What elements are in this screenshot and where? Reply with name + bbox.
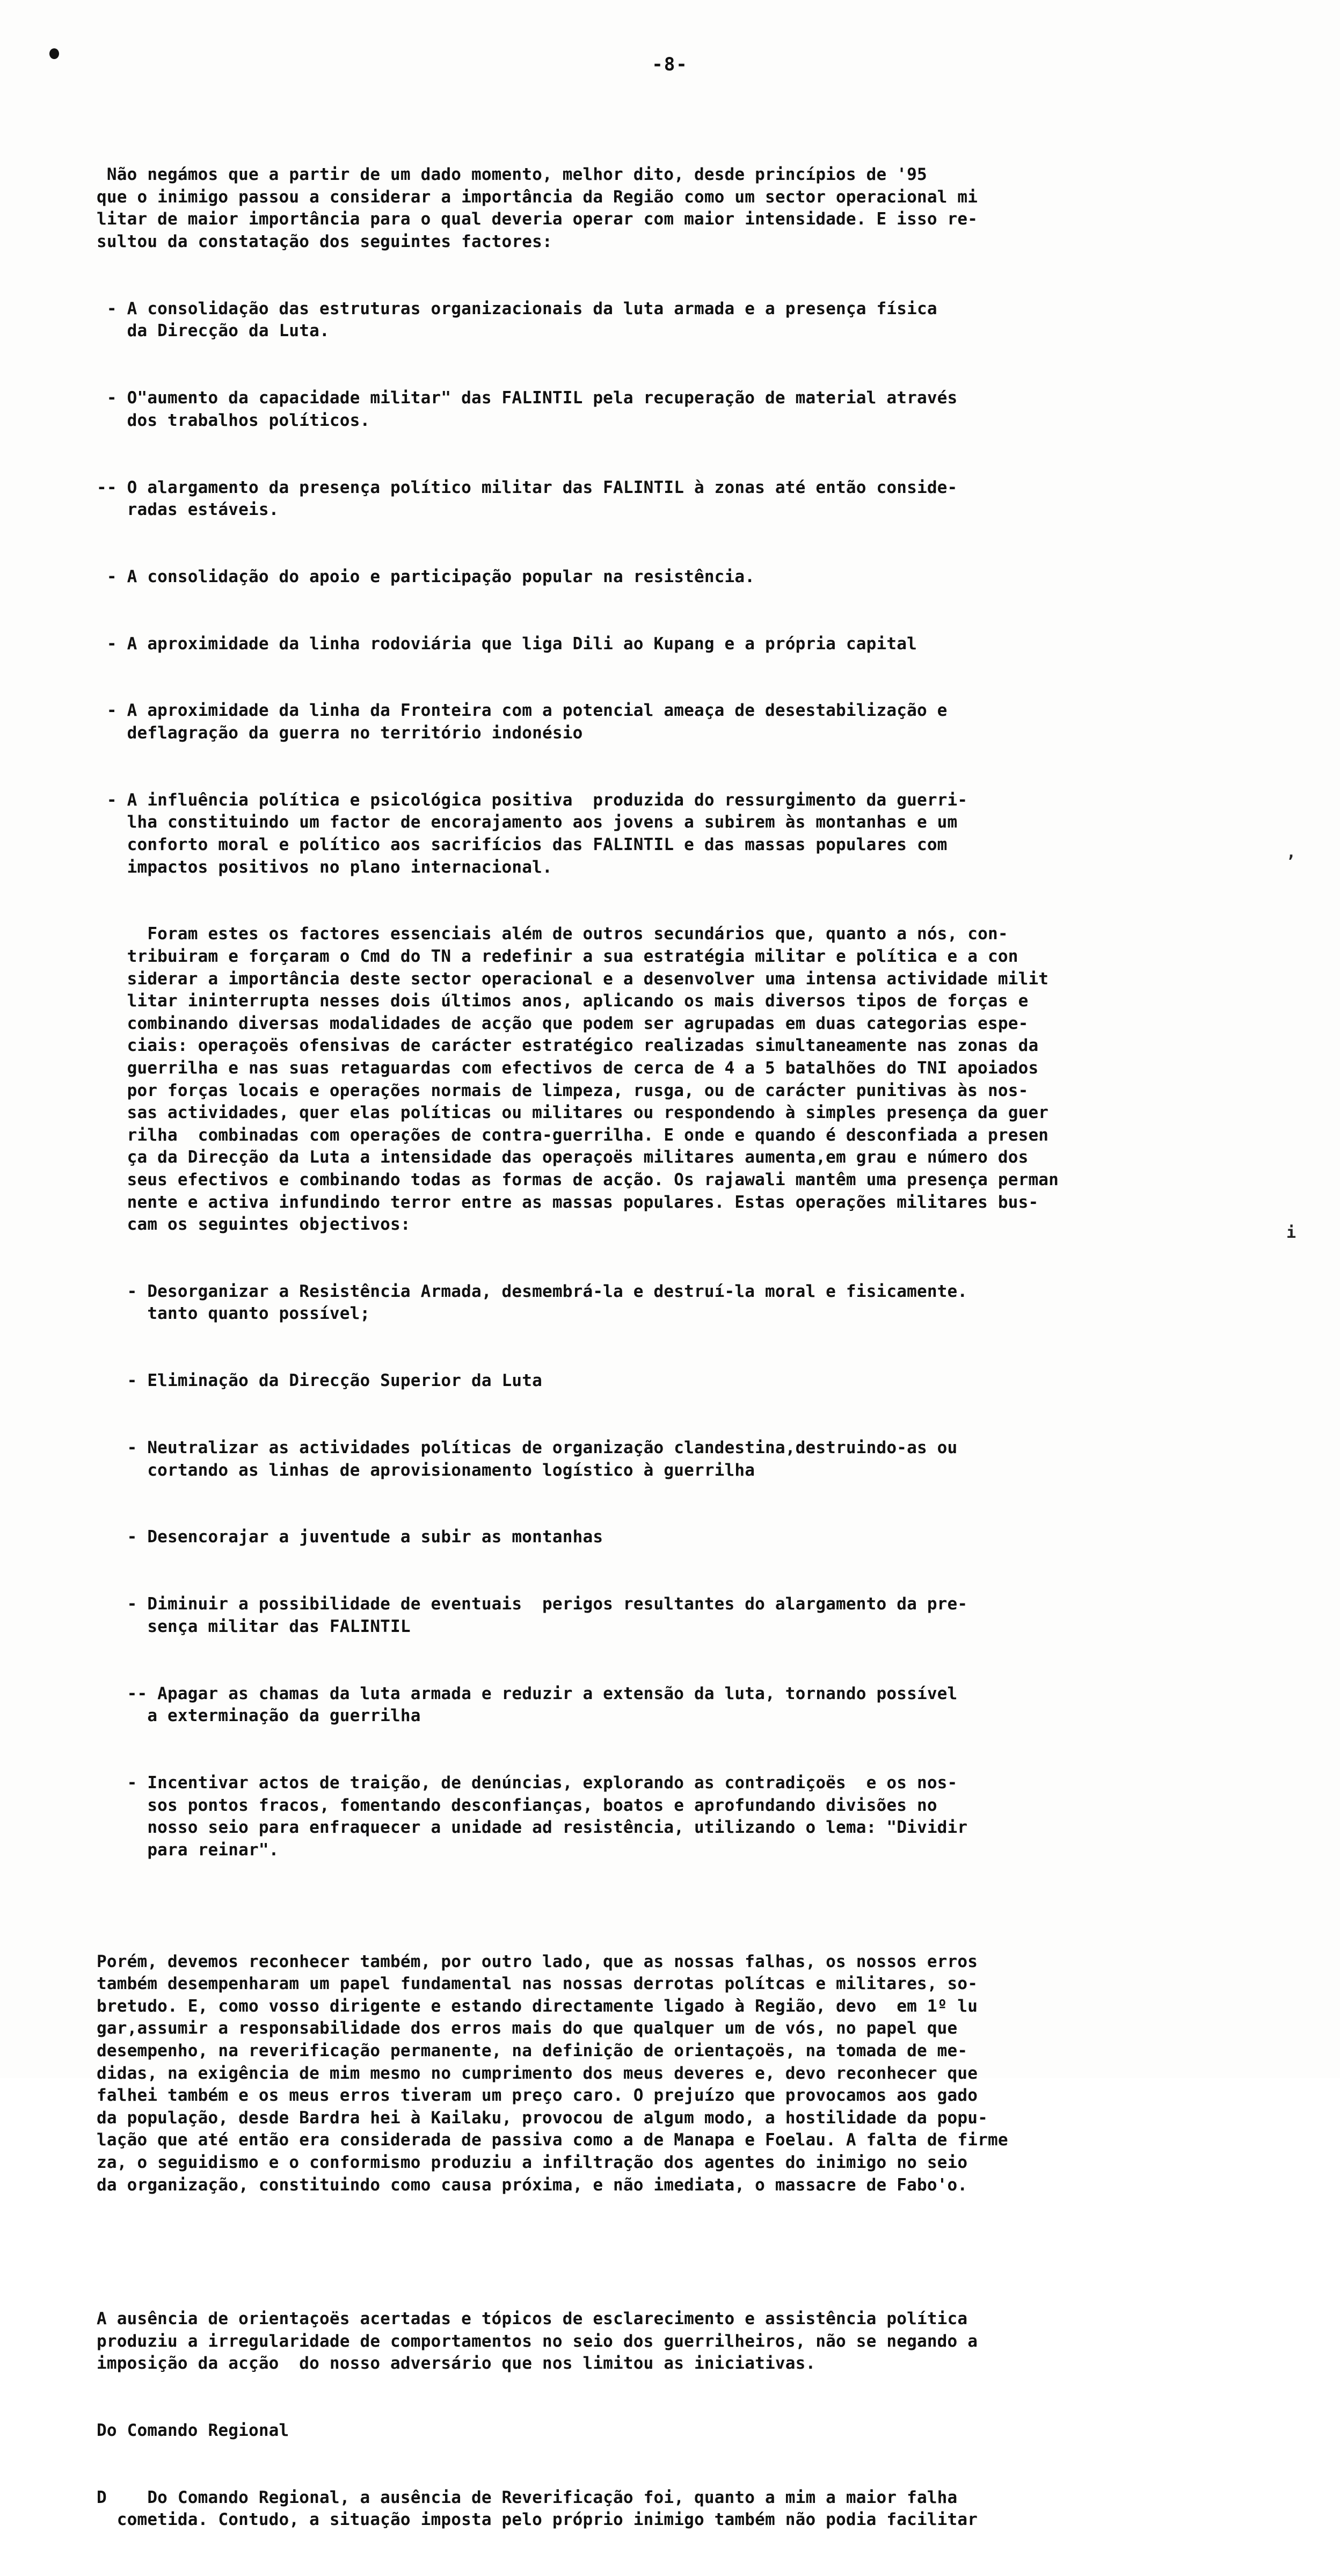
section-3-heading: Do Comando Regional [97, 2420, 289, 2440]
document-body [97, 119, 1251, 2576]
factor-1: - A consolidação das estruturas organizacionais da luta armada e a presença física da Direcção da Luta. [106, 299, 937, 341]
page-number: -8- [652, 54, 688, 75]
factor-2: - O"aumento da capacidade militar" das FALINTIL pela recuperação de material através dos trabalhos políticos. [106, 388, 958, 430]
section-3-item: D Do Comando Regional, a ausência de Reverificação foi, quanto a mim a maior falha cometida. Contudo, a situação imposta pelo próprio inimigo também não podia facilitar [97, 2487, 978, 2530]
factor-6: - A aproximidade da linha da Fronteira com a potencial ameaça de desestabilização e deflagração da guerra no território indonésio [106, 701, 948, 743]
section-2-paragraph: Porém, devemos reconhecer também, por outro lado, que as nossas falhas, os nossos erros também desempenharam um papel fundamental nas nossas derrotas polítcas e militares, so- bretudo. E, como vosso dirigente e estando directamente ligado à Região, devo em 1º lu gar,assumir a responsabilidade dos erros mais do que qualquer um de vós, no papel que desempenho, na reverificação permanente, na definição de orientaçoës, na tomada de me- didas, na exigência de mim mesmo no cumprimento dos meus deveres e, devo reconhecer que falhei também e os meus erros tiveram um preço caro. O prejuízo que provocamos aos gado da população, desde Bardra hei à Kailaku, provocou de algum modo, a hostilidade da popu- lação que até então era considerada de passiva como a de Manapa e Foelau. A falta de firme za, o seguidismo e o conformismo produziu a infiltração dos agentes do inimigo no seio da organização, constituindo como causa próxima, e não imediata, o massacre de Fabo'o. [97, 1951, 1008, 2195]
factor-7: - A influência política e psicológica positiva produzida do ressurgimento da guerri- lha constituindo um factor de encorajamento aos jovens a subirem às montanhas e um conforto moral e político aos sacrifícios das FALINTIL e das massas populares com impactos positivos no plano internacional. [106, 790, 968, 877]
objective-3: - Neutralizar as actividades políticas de organização clandestina,destruindo-as ou cortando as linhas de aprovisionamento logístico à guerrilha [127, 1438, 958, 1480]
section-1-intro: Não negámos que a partir de um dado momento, melhor dito, desde princípios de '95 que o inimigo passou a considerar a importância da Região como um sector operacional mi litar de maior importância para o qual deveria operar com maior intensidade. E isso re- sultou da constatação dos seguintes factores: [97, 165, 978, 251]
objective-6: -- Apagar as chamas da luta armada e reduzir a extensão da luta, tornando possível a exterminação da guerrilha [127, 1684, 958, 1726]
objective-1: - Desorganizar a Resistência Armada, desmembrá-la e destruí-la moral e fisicamente. tanto quanto possível; [127, 1281, 968, 1324]
factor-4: - A consolidação do apoio e participação popular na resistência. [97, 567, 755, 586]
objective-4: - Desencorajar a juventude a subir as montanhas [97, 1527, 603, 1547]
objective-5: - Diminuir a possibilidade de eventuais perigos resultantes do alargamento da pre- sença militar das FALINTIL [127, 1594, 968, 1636]
margin-mark: , [1286, 843, 1297, 862]
objective-2: - Eliminação da Direcção Superior da Luta [97, 1371, 542, 1391]
section-1-development: Foram estes os factores essenciais além de outros secundários que, quanto a nós, con- tribuiram e forçaram o Cmd do TN a redefinir a sua estratégia militar e política e a con siderar a importância deste sector operacional e a desenvolver uma intensa actividade milit litar ininterrupta nesses dois últimos anos, aplicando os mais diversos tipos de forças e combinando diversas modalidades de acção que podem ser agrupadas em duas categorias espe- ciais: operaçoës ofensivas de carácter estratégico realizadas simultaneamente nas zonas da guerrilha e nas suas retaguardas com efectivos de cerca de 4 a 5 batalhões do TNI apoiados por forças locais e operações normais de limpeza, rusga, ou de carácter punitivas às nos- sas actividades, quer elas políticas ou militares ou respondendo à simples presença da guer rilha combinadas com operações de contra-guerrilha. E onde e quando é desconfiada a presen ça da Direcção da Luta a intensidade das operaçoës militares aumenta,em grau e número dos seus efectivos e combinando todas as formas de acção. Os rajawali mantêm uma presença perman nente e activa infundindo terror entre as massas populares. Estas operações militares bus- cam os seguintes objectivos: [127, 924, 1059, 1235]
margin-mark: i [1286, 1223, 1297, 1242]
section-3-paragraph: A ausência de orientaçoës acertadas e tópicos de esclarecimento e assistência política produziu a irregularidade de comportamentos no seio dos guerrilheiros, não se negando a imposição da acção do nosso adversário que nos limitou as iniciativas. [97, 2309, 978, 2374]
factor-5: - A aproximidade da linha rodoviária que liga Dili ao Kupang e a própria capital [97, 634, 917, 654]
factor-3: -- O alargamento da presença político militar das FALINTIL à zonas até então conside- radas estáveis. [97, 477, 958, 520]
objective-7: - Incentivar actos de traição, de denúncias, explorando as contradiçoës e os nos- sos pontos fracos, fomentando desconfianças, boatos e aprofundando divisões no nosso seio para enfraquecer a unidade ad resistência, utilizando o lema: "Dividir para reinar". [127, 1773, 968, 1860]
